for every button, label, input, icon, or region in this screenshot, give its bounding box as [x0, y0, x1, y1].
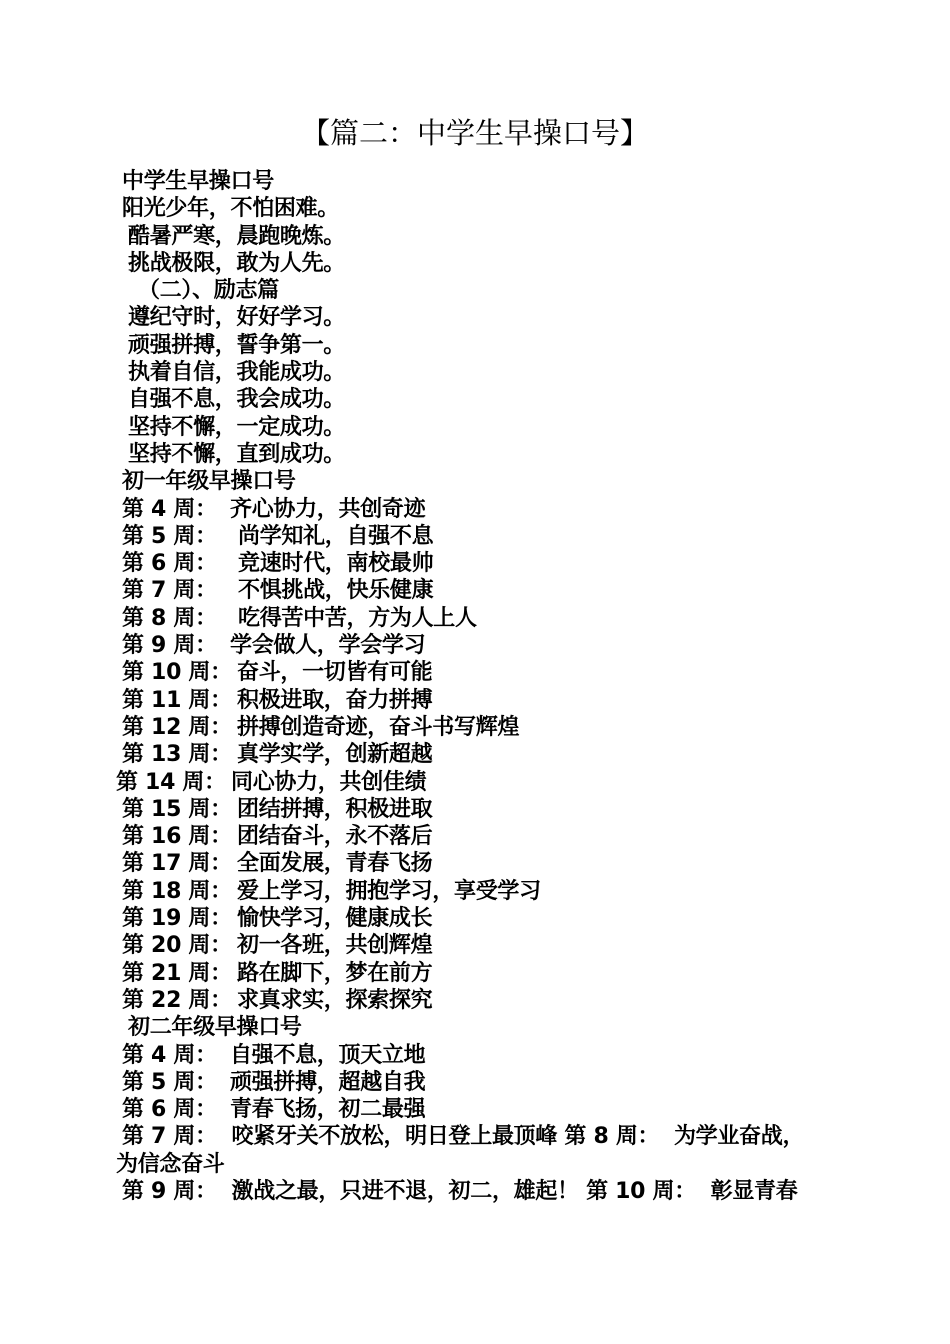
week-slogan: 初一各班，共创辉煌 [237, 933, 433, 959]
week-slogan: 同心协力，共创佳绩 [231, 769, 427, 795]
week-slogan: 学会做人，学会学习 [230, 633, 426, 659]
week-slogan: 团结拼搏，积极进取 [237, 796, 433, 822]
week-slogan: 顽强拼搏，超越自我 [230, 1069, 426, 1095]
week-slogan: 路在脚下，梦在前方 [237, 960, 433, 986]
week-row [0, 605, 950, 632]
week-row [0, 1042, 950, 1069]
week-label: 第 6 周： [122, 551, 217, 577]
week-label: 第 16 周： [122, 824, 232, 850]
week-row [0, 496, 950, 523]
week-row [0, 960, 950, 987]
slogan-line: 为信念奋斗 [116, 1151, 225, 1177]
week-slogan: 吃得苦中苦，方为人上人 [238, 605, 477, 631]
week-row [0, 1096, 950, 1123]
week-row [0, 714, 950, 741]
week-row [0, 577, 950, 604]
week-row [0, 769, 950, 796]
week-label: 第 14 周： [116, 769, 226, 795]
slogan-line: 遵纪守时，好好学习。 [128, 305, 346, 331]
week-slogan: 全面发展，青春飞扬 [237, 851, 433, 877]
week-slogan: 青春飞扬，初二最强 [230, 1097, 426, 1123]
week-slogan: 团结奋斗，永不落后 [237, 824, 433, 850]
week-slogan: 奋斗，一切皆有可能 [237, 660, 433, 686]
document-body [0, 168, 950, 1205]
week-row [0, 905, 950, 932]
week-label: 第 12 周： [122, 714, 232, 740]
week-slogan: 齐心协力，共创奇迹 [230, 496, 426, 522]
week-label: 第 5 周： [122, 1069, 217, 1095]
week-slogan: 拼搏创造奇迹，奋斗书写辉煌 [237, 714, 520, 740]
week-row [0, 823, 950, 850]
slogan-line: 顽强拼搏，誓争第一。 [128, 332, 346, 358]
week-row [0, 687, 950, 714]
week-label: 第 18 周： [122, 878, 232, 904]
week-label: 第 19 周： [122, 906, 232, 932]
slogan-line: 阳光少年，不怕困难。 [122, 196, 340, 222]
slogan-line: 坚持不懈，直到成功。 [128, 441, 346, 467]
week-row [0, 850, 950, 877]
slogan-line: 坚持不懈，一定成功。 [128, 414, 346, 440]
week-label: 第 11 周： [122, 687, 232, 713]
week-slogan: 自强不息，顶天立地 [230, 1042, 426, 1068]
section-heading: （二）、励志篇 [138, 278, 279, 304]
week-label: 第 20 周： [122, 933, 232, 959]
week-row [0, 932, 950, 959]
slogan-line: 第 9 周： 激战之最，只进不退，初二，雄起！ 第 10 周： 彰显青春 [122, 1178, 798, 1204]
week-row [0, 987, 950, 1014]
week-label: 第 13 周： [122, 742, 232, 768]
week-label: 第 4 周： [122, 1042, 217, 1068]
week-label: 第 8 周： [122, 605, 217, 631]
week-row [0, 550, 950, 577]
week-row [0, 741, 950, 768]
week-slogan: 愉快学习，健康成长 [237, 906, 433, 932]
slogan-line: 执着自信，我能成功。 [128, 360, 346, 386]
week-slogan: 真学实学，创新超越 [237, 742, 433, 768]
week-slogan: 竞速时代，南校最帅 [238, 551, 434, 577]
week-slogan: 积极进取，奋力拼搏 [237, 687, 433, 713]
section-heading: 初一年级早操口号 [122, 469, 296, 495]
week-slogan: 爱上学习，拥抱学习，享受学习 [237, 878, 541, 904]
week-row [0, 632, 950, 659]
section-heading: 中学生早操口号 [122, 169, 274, 194]
week-slogan: 尚学知礼，自强不息 [238, 523, 434, 549]
week-label: 第 22 周： [122, 987, 232, 1013]
week-row [0, 878, 950, 905]
page-title: 【篇二：中学生早操口号】 [300, 116, 649, 150]
week-slogan: 不惧挑战，快乐健康 [238, 578, 434, 604]
week-label: 第 21 周： [122, 960, 232, 986]
week-label: 第 15 周： [122, 796, 232, 822]
week-row [0, 523, 950, 550]
week-row [0, 1069, 950, 1096]
week-slogan: 求真求实，探索探究 [237, 987, 433, 1013]
week-label: 第 10 周： [122, 660, 232, 686]
section-heading: 初二年级早操口号 [128, 1015, 302, 1041]
slogan-line: 自强不息，我会成功。 [128, 387, 346, 413]
week-row [0, 659, 950, 686]
week-label: 第 5 周： [122, 523, 217, 549]
week-label: 第 9 周： [122, 633, 217, 659]
week-label: 第 4 周： [122, 496, 217, 522]
week-label: 第 6 周： [122, 1097, 217, 1123]
week-row [0, 796, 950, 823]
slogan-line: 第 7 周： 咬紧牙关不放松，明日登上最顶峰 第 8 周： 为学业奋战， [122, 1124, 805, 1150]
week-label: 第 17 周： [122, 851, 232, 877]
week-label: 第 7 周： [122, 578, 217, 604]
slogan-line: 酷暑严寒，晨跑晚炼。 [128, 223, 346, 249]
slogan-line: 挑战极限，敢为人先。 [128, 250, 346, 276]
